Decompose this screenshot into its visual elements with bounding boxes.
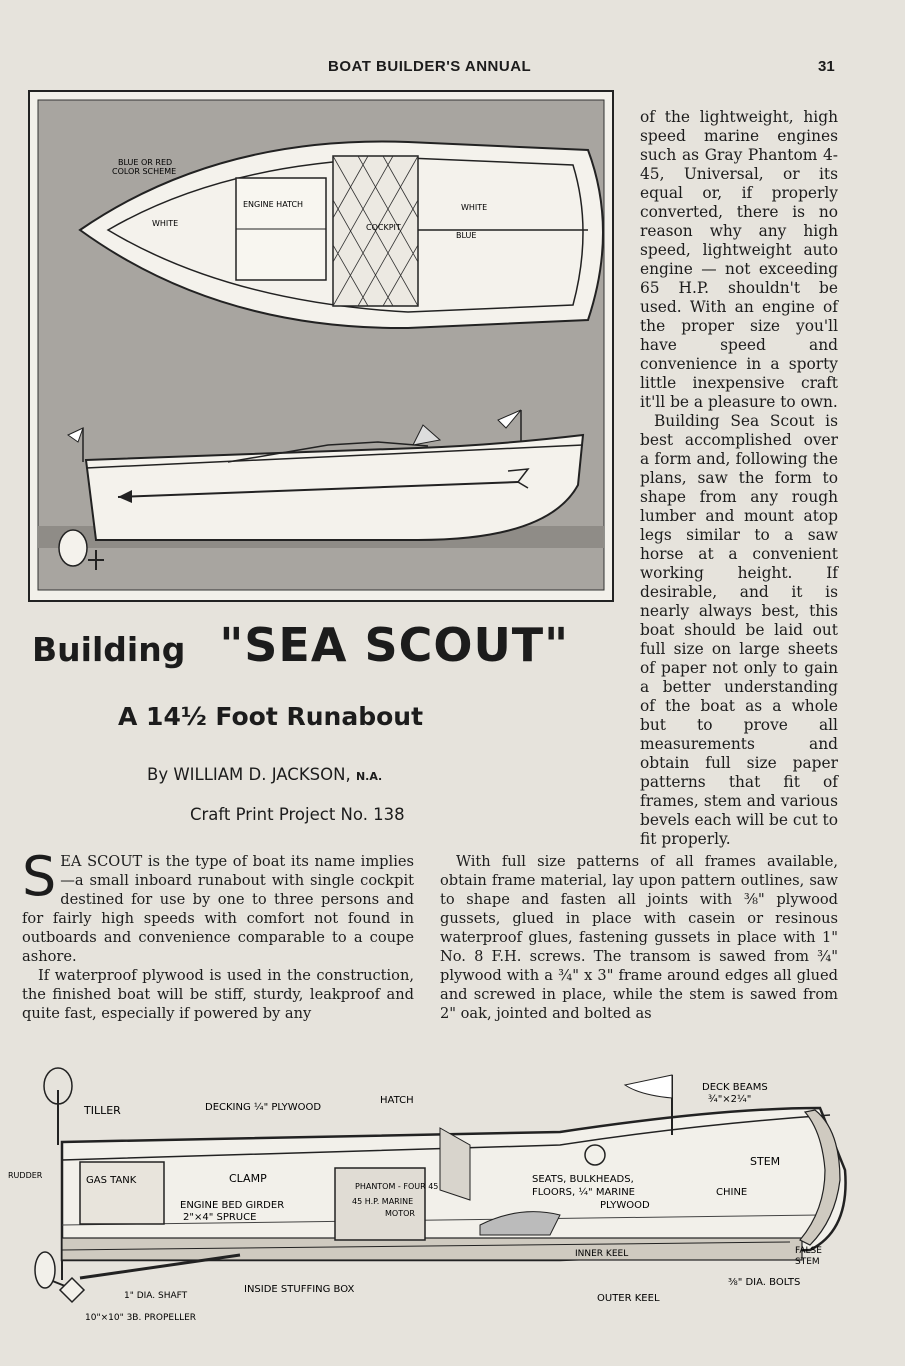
headline [32,618,569,672]
article-column-middle [440,852,838,1023]
paragraph [22,845,414,966]
running-header-title: BOAT BUILDER'S ANNUAL [328,58,532,75]
label-engine-hatch: ENGINE HATCH [243,200,304,209]
label-false-stem-1: FALSE [795,1246,822,1256]
label-white-right: WHITE [461,203,488,212]
label-scheme: BLUE OR RED [118,158,173,167]
label-chine: CHINE [716,1187,748,1198]
label-seats-3: PLYWOOD [600,1200,650,1211]
label-deck-beams-size: ¾"×2¼" [708,1094,752,1105]
label-decking: DECKING ¼" PLYWOOD [205,1102,322,1113]
label-hatch: HATCH [380,1095,414,1106]
label-scheme-2: COLOR SCHEME [112,167,177,176]
drop-cap: S [22,845,57,908]
label-false-stem-2: STEM [795,1257,820,1267]
label-outer-keel: OUTER KEEL [597,1293,660,1304]
label-gas-tank: GAS TANK [86,1175,137,1186]
label-deck-beams: DECK BEAMS [702,1082,768,1093]
byline [147,765,382,784]
article-column-left [22,845,414,1023]
label-phantom-2: 45 H.P. MARINE [352,1197,414,1206]
label-cockpit: COCKPIT [366,223,401,232]
article-column-right [640,108,838,849]
label-seats-2: FLOORS, ¼" MARINE [532,1187,635,1198]
paragraph: If waterproof plywood is used in the construction, the finished boat will be stiff, sturdy, leakproof and quite fast, especially if powered by any [22,967,414,1022]
paragraph: With full size patterns of all frames available, obtain frame material, lay upon pattern outlines, saw to shape and fasten all joints with ⅜" plywood gussets, glued in place with casein or resinous waterproof glues, fastening gussets in place with 1" No. 8 F.H. screws. The transom is sawed from ¾" plywood with a ¾" x 3" frame around edges all glued and screwed in place, while the stem is sawed from 2" oak, jointed and bolted as [440,853,838,1022]
label-girder-2: 2"×4" SPRUCE [183,1212,257,1223]
paragraph-text: EA SCOUT is the type of boat its name implies—a small inboard runabout with single cockpit destined for use by one to three persons and for fairly high speeds with comfort not found in outboards and convenience comparable to a coupe ashore. [22,853,414,965]
cutaway-diagram [0,1050,905,1366]
label-inner-keel: INNER KEEL [575,1249,629,1259]
label-bolts: ⅜" DIA. BOLTS [728,1277,801,1288]
paragraph: Building Sea Scout is best accomplished over a form and, following the plans, saw the form to shape from any rough lumber and mount atop legs similar to a saw horse at a convenient working height. If desirable, and it is nearly always best, this boat should be laid out full size on large sheets of paper not only to gain a better understanding of the boat as a whole but to prove all measurements and obtain full size paper patterns that fit of frames, stem and various bevels each will be cut to fit properly. [640,412,838,848]
label-tiller: TILLER [84,1104,121,1117]
label-shaft: 1" DIA. SHAFT [124,1291,188,1301]
label-clamp: CLAMP [229,1172,267,1185]
label-stuffing-box: INSIDE STUFFING BOX [244,1284,355,1295]
label-girder-1: ENGINE BED GIRDER [180,1200,285,1211]
label-white-left: WHITE [152,219,179,228]
byline-author: By WILLIAM D. JACKSON, [147,765,351,784]
byline-credential: N.A. [355,770,383,783]
headline-building: Building [32,630,186,669]
boat-plan-illustration [28,90,614,602]
label-stem: STEM [750,1155,781,1168]
label-rudder: RUDDER [8,1171,43,1180]
label-seats-1: SEATS, BULKHEADS, [532,1174,634,1185]
label-phantom-3: MOTOR [385,1209,415,1218]
page-number: 31 [818,58,835,75]
label-blue: BLUE [456,231,477,240]
project-number: Craft Print Project No. 138 [190,805,405,824]
gas-tank [80,1162,164,1224]
subtitle: A 14½ Foot Runabout [118,702,424,731]
headline-title: "SEA SCOUT" [219,618,570,672]
label-propeller: 10"×10" 3B. PROPELLER [85,1313,197,1323]
label-phantom-1: PHANTOM - FOUR 45 [355,1182,439,1191]
paragraph: of the lightweight, high speed marine engines such as Gray Phantom 4-45, Universal, or its equal or, if properly converted, there is no reason why any high speed, lightweight auto engine — not exceeding 65 H.P. shouldn't be used. With an engine of the proper size you'll have speed and convenience in a sporty little inexpensive craft it'll be a pleasure to own. [640,108,838,411]
